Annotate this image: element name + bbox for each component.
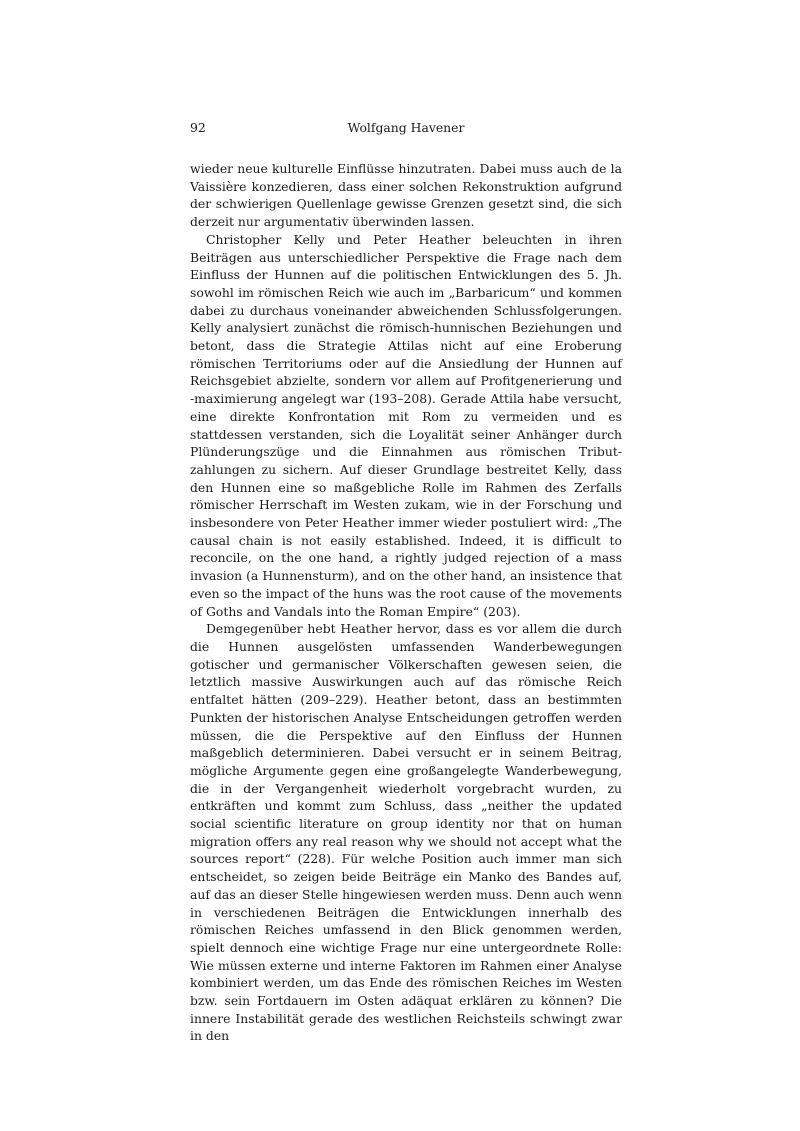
page-number: 92 xyxy=(190,120,206,135)
page-header xyxy=(190,118,622,138)
paragraph-3: Demgegenüber hebt Heather hervor, dass es vor allem die durch die Hunnen ausgelösten umfassenden Wanderbewegungen gotischer und germanischer Völkerschaften gewesen seien, die letztlich massive Auswirkungen auch auf das römische Reich entfaltet hätten (209–229). Heather betont, dass an bestimmten Punkten der historischen Analyse Entscheidungen getroffen werden müssen, die die Perspektive auf den Einfluss der Hunnen maßgeblich determinieren. Dabei versucht er in seinem Beitrag, mögliche Argumente gegen eine großangelegte Wanderbewegung, die in der Vergangenheit wiederholt vorgebracht wurden, zu entkräften und kommt zum Schluss, dass „neither the updated social scientific literature on group identity nor that on human migration offers any real reason why we should not accept what the sources report“ (228). Für welche Position auch immer man sich entscheidet, so zeigen beide Beiträge ein Manko des Bandes auf, auf das an dieser Stelle hingewiesen werden muss. Denn auch wenn in verschiedenen Beiträgen die Entwicklungen innerhalb des römischen Reiches umfassend in den Blick genommen werden, spielt dennoch eine wichtige Frage nur eine untergeordnete Rolle: Wie müssen externe und interne Faktoren im Rahmen einer Analyse kombiniert werden, um das Ende des römischen Reiches im Westen bzw. sein Fortdauern im Osten adäquat erklären zu können? Die innere Instabilität gerade des westlichen Reichsteils schwingt zwar in den xyxy=(190,621,622,1044)
running-head-author: Wolfgang Havener xyxy=(347,120,465,135)
body-text xyxy=(190,160,622,1045)
paragraph-2: Christopher Kelly und Peter Heather beleuchten in ihren Beiträgen aus unterschiedlicher Perspektive die Frage nach dem Einfluss der Hunnen auf die politischen Entwicklungen des 5. Jh. sowohl im römischen Reich wie auch im „Barbaricum“ und kommen dabei zu durchaus voneinander abweichenden Schlussfolgerungen. Kelly analysiert zunächst die römisch-hunnischen Beziehungen und betont, dass die Strategie Attilas nicht auf eine Eroberung römischen Territoriums oder auf die Ansiedlung der Hunnen auf Reichsgebiet abzielte, sondern vor allem auf Profitgenerierung und -maximierung angelegt war (193–208). Gerade Attila habe versucht, eine direkte Konfrontation mit Rom zu vermeiden und es stattdessen verstanden, sich die Loyalität seiner Anhänger durch Plünderungszüge und die Einnahmen aus römischen Tributzahlungen zu sichern. Auf dieser Grundlage bestreitet Kelly, dass den Hunnen eine so maßgebliche Rolle im Rahmen des Zerfalls römischer Herrschaft im Westen zukam, wie in der Forschung und insbesondere von Peter Heather immer wieder postuliert wird: „The causal chain is not easily established. Indeed, it is difficult to reconcile, on the one hand, a rightly judged rejection of a mass invasion (a Hunnensturm), and on the other hand, an insistence that even so the impact of the huns was the root cause of the movements of Goths and Vandals into the Roman Empire“ (203). xyxy=(190,231,622,619)
paragraph-1: wieder neue kulturelle Einflüsse hinzutraten. Dabei muss auch de la Vaissière konzedieren, dass einer solchen Rekonstruktion aufgrund der schwierigen Quellenlage gewisse Grenzen gesetzt sind, die sich derzeit nur argumentativ überwinden lassen. xyxy=(190,161,622,230)
book-page xyxy=(190,118,622,1045)
